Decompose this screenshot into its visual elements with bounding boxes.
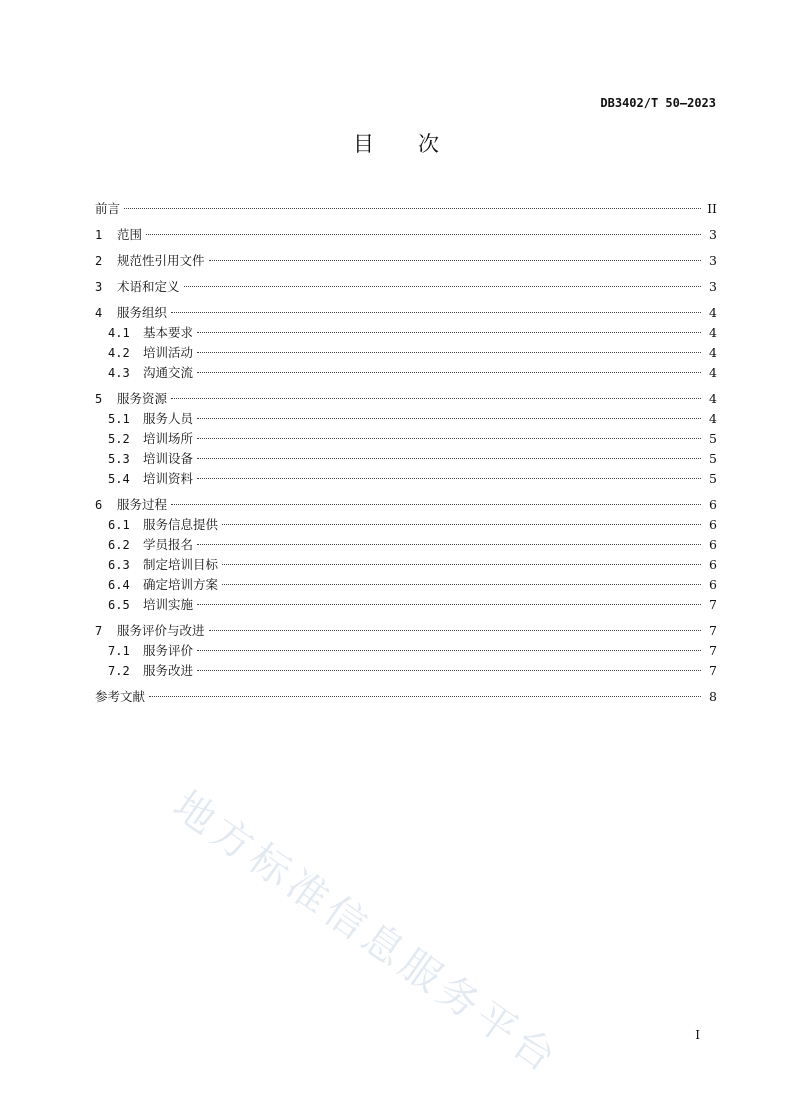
toc-entry-number: 6 [95, 498, 103, 512]
toc-entry-label: 培训场所 [143, 431, 194, 446]
toc-dot-leader [197, 352, 701, 353]
toc-title [0, 128, 792, 158]
toc-entry-page: 4 [709, 411, 717, 426]
toc-entry-label: 沟通交流 [143, 365, 194, 380]
toc-title-char-1: 目 [353, 132, 374, 156]
toc-entry-number: 4.3 [108, 366, 130, 380]
toc-entry-label: 基本要求 [143, 325, 194, 340]
toc-entry-page: 6 [709, 497, 717, 512]
toc-entry-page: 5 [709, 431, 717, 446]
toc-entry-5-3[interactable] [95, 449, 717, 469]
toc-entry-page: 6 [709, 577, 717, 592]
toc-entry-label: 规范性引用文件 [117, 253, 205, 268]
toc-entry-7[interactable] [95, 621, 717, 641]
toc-entry-7-1[interactable] [95, 641, 717, 661]
toc-dot-leader [184, 286, 701, 287]
toc-entry-4-3[interactable] [95, 363, 717, 383]
toc-dot-leader [197, 604, 701, 605]
toc-entry-6-4[interactable] [95, 575, 717, 595]
toc-entry-page: II [707, 201, 717, 216]
toc-entry-page: 7 [709, 663, 717, 678]
toc-entry-number: 7.1 [108, 644, 130, 658]
toc-entry-label: 范围 [117, 227, 143, 242]
toc-entry-label: 制定培训目标 [143, 557, 219, 572]
toc-entry-label: 培训实施 [143, 597, 194, 612]
toc-entry-number: 7.2 [108, 664, 130, 678]
toc-entry-5-2[interactable] [95, 429, 717, 449]
toc-dot-leader [171, 312, 701, 313]
toc-entry-label: 服务过程 [117, 497, 168, 512]
toc-entry-label: 学员报名 [143, 537, 194, 552]
toc-entry-label: 前言 [95, 201, 121, 216]
toc-entry-number: 3 [95, 280, 103, 294]
toc-entry-number: 6.4 [108, 578, 130, 592]
toc-dot-leader [146, 234, 701, 235]
toc-entry-page: 7 [709, 643, 717, 658]
toc-entry-label: 培训资料 [143, 471, 194, 486]
toc-entry-4-2[interactable] [95, 343, 717, 363]
toc-entry-4-1[interactable] [95, 323, 717, 343]
toc-entry-page: 7 [709, 623, 717, 638]
toc-entry-5-1[interactable] [95, 409, 717, 429]
toc-dot-leader [197, 332, 701, 333]
toc-entry-label: 服务资源 [117, 391, 168, 406]
toc-entry-page: 8 [709, 689, 717, 704]
toc-dot-leader [197, 478, 701, 479]
toc-entry-number: 5.2 [108, 432, 130, 446]
toc-dot-leader [222, 564, 701, 565]
toc-dot-leader [197, 458, 701, 459]
toc-entry-number: 2 [95, 254, 103, 268]
toc-dot-leader [222, 524, 701, 525]
watermark: 地方标准信息服务平台 [164, 782, 568, 1085]
toc-entry-number: 6.1 [108, 518, 130, 532]
toc-entry-label: 服务组织 [117, 305, 168, 320]
toc-entry-number: 1 [95, 228, 103, 242]
toc-entry-number: 5 [95, 392, 103, 406]
toc-entry-7-2[interactable] [95, 661, 717, 681]
toc-entry-number: 5.3 [108, 452, 130, 466]
toc-entry-page: 4 [709, 391, 717, 406]
toc-entry-page: 4 [709, 325, 717, 340]
toc-dot-leader [209, 630, 701, 631]
toc-entry-page: 3 [709, 227, 717, 242]
toc-dot-leader [197, 544, 701, 545]
toc-entry-number: 7 [95, 624, 103, 638]
toc-dot-leader [222, 584, 701, 585]
toc-entry-number: 6.2 [108, 538, 130, 552]
toc-entry-page: 4 [709, 365, 717, 380]
toc-entry-number: 6.5 [108, 598, 130, 612]
toc-entry-6-1[interactable] [95, 515, 717, 535]
toc-dot-leader [197, 650, 701, 651]
toc-entry-page: 6 [709, 517, 717, 532]
toc-entry-3[interactable] [95, 277, 717, 297]
toc-entry-page: 6 [709, 557, 717, 572]
toc-entry-references[interactable] [95, 687, 717, 707]
toc-entry-label: 服务评价与改进 [117, 623, 205, 638]
toc-entry-page: 6 [709, 537, 717, 552]
toc-entry-page: 3 [709, 253, 717, 268]
toc-entry-label: 培训活动 [143, 345, 194, 360]
toc-entry-label: 服务信息提供 [143, 517, 219, 532]
toc-entry-6-5[interactable] [95, 595, 717, 615]
toc-entry-1[interactable] [95, 225, 717, 245]
toc-entry-number: 4.2 [108, 346, 130, 360]
toc-entry-page: 4 [709, 345, 717, 360]
toc-entry-page: 5 [709, 451, 717, 466]
toc-entry-label: 术语和定义 [117, 279, 180, 294]
toc-dot-leader [209, 260, 701, 261]
toc-dot-leader [197, 670, 701, 671]
toc-entry-5[interactable] [95, 389, 717, 409]
toc-entry-page: 3 [709, 279, 717, 294]
toc-entry-6[interactable] [95, 495, 717, 515]
toc-title-char-2: 次 [418, 132, 439, 156]
toc-dot-leader [149, 696, 701, 697]
page-number: I [695, 1028, 700, 1042]
toc-dot-leader [197, 438, 701, 439]
document-code: DB3402/T 50—2023 [600, 96, 716, 110]
toc-entry-number: 6.3 [108, 558, 130, 572]
toc-dot-leader [171, 398, 701, 399]
toc-entry-page: 5 [709, 471, 717, 486]
toc-entry-label: 参考文献 [95, 689, 146, 704]
toc-entry-6-2[interactable] [95, 535, 717, 555]
toc-entry-page: 4 [709, 305, 717, 320]
table-of-contents [95, 199, 717, 707]
toc-entry-number: 4.1 [108, 326, 130, 340]
toc-dot-leader [197, 372, 701, 373]
toc-entry-label: 确定培训方案 [143, 577, 219, 592]
toc-entry-5-4[interactable] [95, 469, 717, 489]
toc-dot-leader [124, 208, 701, 209]
toc-entry-2[interactable] [95, 251, 717, 271]
toc-dot-leader [171, 504, 701, 505]
toc-entry-label: 培训设备 [143, 451, 194, 466]
toc-entry-number: 5.4 [108, 472, 130, 486]
toc-entry-4[interactable] [95, 303, 717, 323]
toc-entry-label: 服务评价 [143, 643, 194, 658]
toc-dot-leader [197, 418, 701, 419]
toc-entry-number: 4 [95, 306, 103, 320]
toc-entry-label: 服务改进 [143, 663, 194, 678]
toc-entry-number: 5.1 [108, 412, 130, 426]
toc-entry-6-3[interactable] [95, 555, 717, 575]
toc-entry-page: 7 [709, 597, 717, 612]
toc-entry-label: 服务人员 [143, 411, 194, 426]
toc-entry-preface[interactable] [95, 199, 717, 219]
